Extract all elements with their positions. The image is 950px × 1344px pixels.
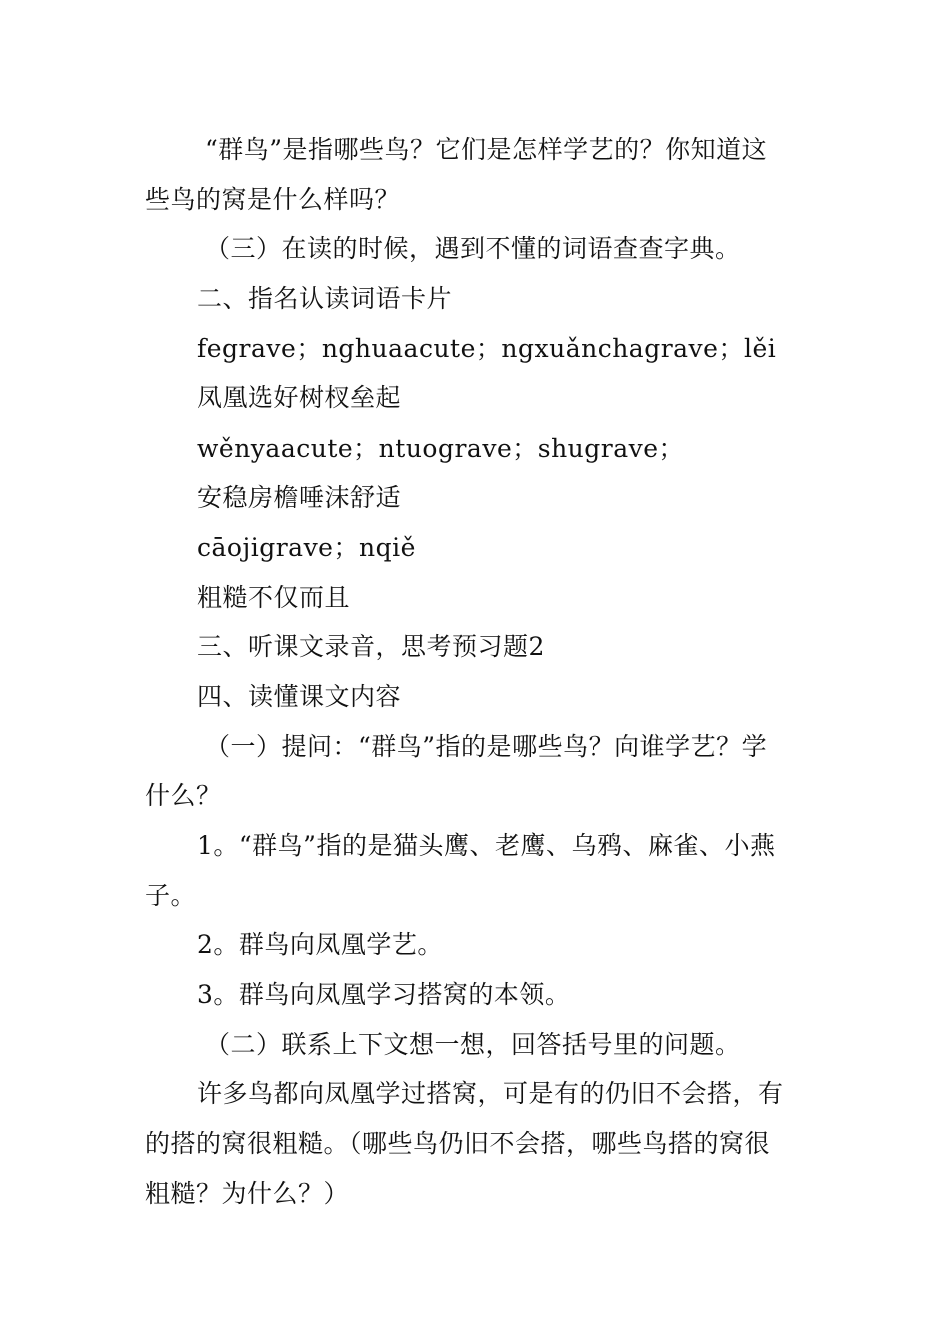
word-card-line: 安稳房檐唾沫舒适 [197, 483, 402, 512]
paragraph-line: （二）联系上下文想一想，回答括号里的问题。 [205, 1030, 741, 1059]
paragraph-line: “群鸟”是指哪些鸟？它们是怎样学艺的？你知道这 [205, 135, 768, 164]
paragraph-line: 许多鸟都向凤凰学过搭窝，可是有的仍旧不会搭，有 [197, 1079, 784, 1108]
pinyin-line: fegrave；nghuaacute；ngxuǎnchagrave；lěi [197, 334, 777, 363]
pinyin-line: wěnyaacute；ntuograve；shugrave； [197, 434, 685, 463]
word-card-line: 粗糙不仅而且 [197, 583, 351, 612]
paragraph-line: 些鸟的窝是什么样吗？ [145, 185, 401, 214]
paragraph-line: 的搭的窝很粗糙。（哪些鸟仍旧不会搭，哪些鸟搭的窝很 [145, 1129, 771, 1158]
pinyin-line: cāojigrave；nqiě [197, 533, 416, 562]
paragraph-line: 什么？ [145, 781, 222, 810]
section-heading: 四、读懂课文内容 [197, 682, 402, 711]
paragraph-line: 粗糙？为什么？） [145, 1179, 350, 1208]
list-item: 1。“群鸟”指的是猫头鹰、老鹰、乌鸦、麻雀、小燕 [197, 831, 776, 860]
list-item: 3。群鸟向凤凰学习搭窝的本领。 [197, 980, 571, 1009]
paragraph-line: （一）提问：“群鸟”指的是哪些鸟？向谁学艺？学 [205, 732, 768, 761]
paragraph-line: （三）在读的时候，遇到不懂的词语查查字典。 [205, 234, 741, 263]
word-card-line: 凤凰选好树杈垒起 [197, 383, 402, 412]
list-item: 2。群鸟向凤凰学艺。 [197, 930, 443, 959]
paragraph-line: 子。 [145, 881, 197, 910]
section-heading: 三、听课文录音，思考预习题2 [197, 632, 545, 661]
section-heading: 二、指名认读词语卡片 [197, 284, 453, 313]
